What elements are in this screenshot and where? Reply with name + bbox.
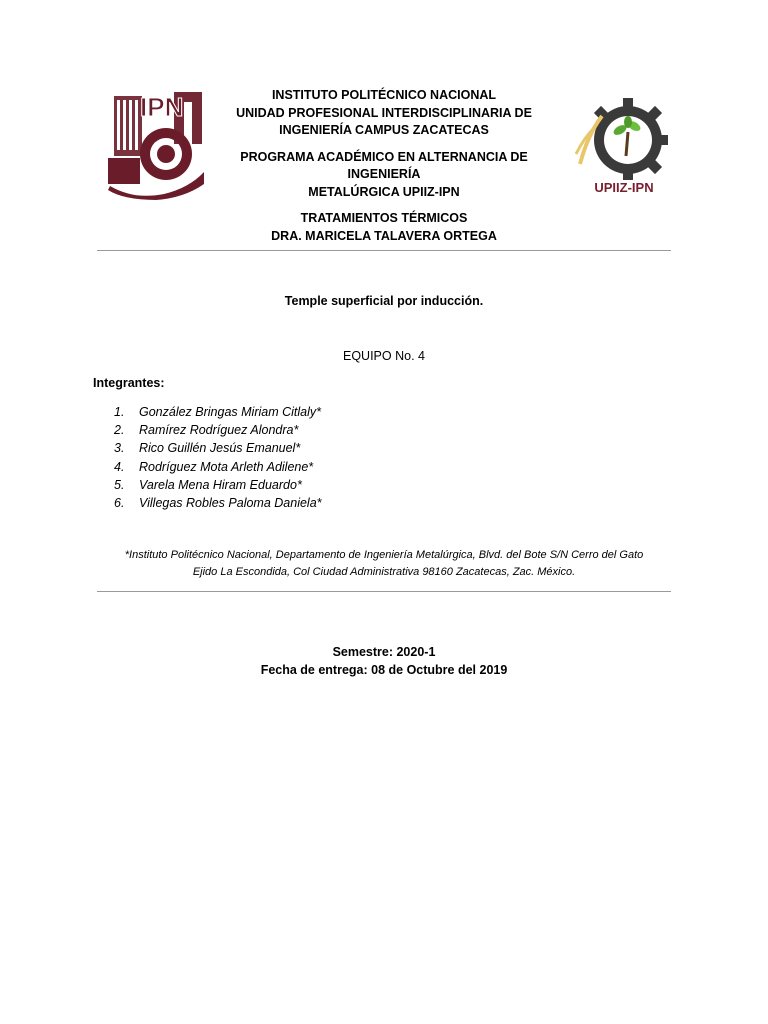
affiliation-note: [97, 547, 671, 581]
program-line2: METALÚRGICA UPIIZ-IPN: [308, 184, 460, 199]
semester-label: Semestre: 2020-1: [332, 645, 436, 659]
list-item: 2. Ramírez Rodríguez Alondra*: [114, 423, 299, 438]
list-item: 5. Varela Mena Hiram Eduardo*: [114, 477, 302, 492]
list-item: 6. Villegas Robles Paloma Daniela*: [114, 495, 322, 510]
unit-name-line1: UNIDAD PROFESIONAL INTERDISCIPLINARIA DE: [236, 105, 532, 120]
ipn-logo-letters: IPN: [140, 92, 184, 122]
bottom-divider: [97, 591, 671, 592]
unit-name-line2: INGENIERÍA CAMPUS ZACATECAS: [279, 123, 489, 137]
list-item: 4. Rodríguez Mota Arleth Adilene*: [114, 459, 314, 474]
list-item: 3. Rico Guillén Jesús Emanuel*: [114, 441, 301, 456]
members-list: [114, 403, 322, 512]
members-heading: Integrantes:: [93, 376, 165, 390]
program-line1: PROGRAMA ACADÉMICO EN ALTERNANCIA DE INGENIERÍA: [240, 149, 528, 181]
teacher-name: DRA. MARICELA TALAVERA ORTEGA: [271, 228, 497, 243]
semester-info: [97, 643, 671, 679]
upiiz-logo: [572, 94, 676, 198]
delivery-date: Fecha de entrega: 08 de Octubre del 2019: [260, 663, 508, 677]
affiliation-line1: *Instituto Politécnico Nacional, Departamento de Ingeniería Metalúrgica, Blvd. del Bote S/N Cerro del Gato: [124, 549, 644, 561]
course-name: TRATAMIENTOS TÉRMICOS: [300, 211, 468, 225]
ipn-logo: [104, 84, 208, 200]
institution-name: INSTITUTO POLITÉCNICO NACIONAL: [271, 88, 497, 102]
affiliation-line2: Ejido La Escondida, Col Ciudad Administrativa 98160 Zacatecas, Zac. México.: [192, 566, 576, 578]
upiiz-logo-text: UPIIZ-IPN: [594, 180, 654, 195]
document-header: [210, 87, 558, 245]
team-label: EQUIPO No. 4: [343, 349, 425, 363]
document-topic: Temple superficial por inducción.: [284, 294, 484, 308]
list-item: 1. González Bringas Miriam Citlaly*: [114, 405, 322, 419]
top-divider: [97, 250, 671, 251]
